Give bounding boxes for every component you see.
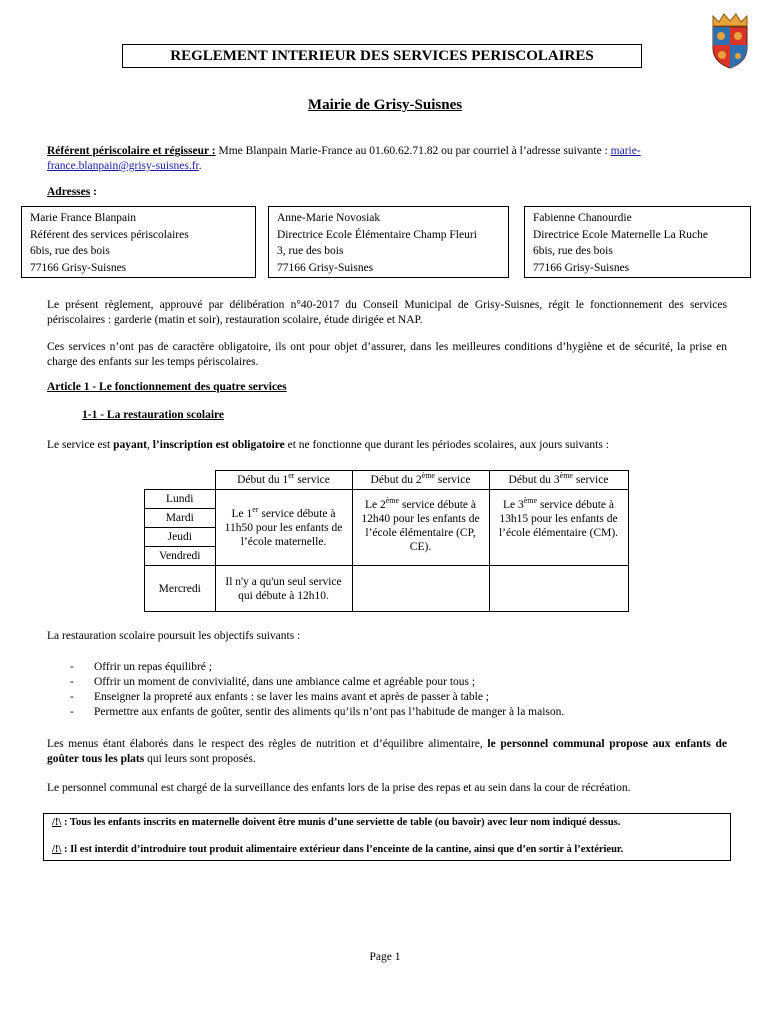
warning-icon: /!\ <box>52 817 62 828</box>
address-line: Directrice Ecole Élémentaire Champ Fleuri <box>277 228 477 241</box>
day-cell: Mercredi <box>145 566 216 612</box>
text-run: qui leurs sont proposés. <box>144 753 256 765</box>
email-link[interactable]: marie- <box>610 145 641 157</box>
text-bold: l’inscription est obligatoire <box>152 439 285 451</box>
address-line: Marie France Blanpain <box>30 212 137 224</box>
schedule-cell: Le 1er service débute à 11h50 pour les enfants de l’école maternelle. <box>215 490 352 566</box>
schedule-cell: Il n'y a qu'un seul service qui débute à 12h10. <box>215 566 352 612</box>
warning-food: /!\ : Il est interdit d’introduire tout produit alimentaire extérieur dans l’enceinte de la cantine, ainsi que d’en sortir à l’extérieur. <box>52 844 624 855</box>
list-item: - Offrir un repas équilibré ; <box>70 661 212 673</box>
day-cell: Mardi <box>145 509 216 528</box>
table-corner <box>145 471 216 490</box>
email-link-continued[interactable]: france.blanpain@grisy-suisnes.fr <box>47 160 199 172</box>
service-intro <box>47 438 727 453</box>
list-item: - Enseigner la propreté aux enfants : se laver les mains avant et après de passer à table ; <box>70 691 489 703</box>
table-header: Début du 3ème service <box>489 471 628 490</box>
article-1-heading: Article 1 - Le fonctionnement des quatre services <box>47 381 287 393</box>
text-run: Les menus étant élaborés dans le respect des règles de nutrition et d’équilibre alimentaire, <box>47 738 488 750</box>
schedule-cell: Le 3ème service débute à 13h15 pour les enfants de l’école élémentaire (CM). <box>489 490 628 566</box>
schedule-cell-empty <box>352 566 489 612</box>
address-box-chanourdie <box>524 206 751 278</box>
address-box-novosiak <box>268 206 509 278</box>
personnel-paragraph: Le personnel communal est chargé de la surveillance des enfants lors de la prise des repas et au sein dans la cour de récréation. <box>47 782 631 794</box>
addresses-label: Adresses <box>47 186 91 198</box>
schedule-cell: Le 2ème service débute à 12h40 pour les enfants de l’école élémentaire (CP, CE). <box>352 490 489 566</box>
referent-text: Mme Blanpain Marie-France au 01.60.62.71.82 ou par courriel à l’adresse suivante : <box>215 145 611 157</box>
address-line: 77166 Grisy-Suisnes <box>277 261 374 274</box>
address-line: 6bis, rue des bois <box>533 245 613 257</box>
text-run: Le service est <box>47 439 114 451</box>
address-line: Directrice Ecole Maternelle La Ruche <box>533 228 708 241</box>
list-item: - Permettre aux enfants de goûter, sentir des aliments qu’ils n’ont pas l’habitude de manger à la maison. <box>70 706 565 718</box>
objectives-intro: La restauration scolaire poursuit les objectifs suivants : <box>47 630 301 642</box>
table-header: Début du 1er service <box>215 471 352 490</box>
referent-paragraph <box>47 144 727 174</box>
address-line: 77166 Grisy-Suisnes <box>30 261 127 274</box>
referent-end: . <box>198 160 202 172</box>
day-cell: Vendredi <box>145 547 216 566</box>
day-cell: Lundi <box>145 490 216 509</box>
intro-paragraph-1: Le présent règlement, approuvé par délibération n°40-2017 du Conseil Municipal de Grisy-Suisnes, régit le fonctionnement des services périscolaires : garderie (matin et soir), restauration scolaire, étude dirigée et NAP. <box>47 299 727 326</box>
text-bold: le personnel communal propose aux enfants de goûter tous les plats <box>47 738 727 765</box>
document-title: REGLEMENT INTERIEUR DES SERVICES PERISCOLAIRES <box>122 44 642 68</box>
address-line: 77166 Grisy-Suisnes <box>533 261 630 274</box>
page-subtitle: Mairie de Grisy-Suisnes <box>307 97 463 113</box>
referent-label: Référent périscolaire et régisseur : <box>47 145 216 157</box>
text-bold: payant <box>113 439 147 451</box>
intro-paragraph-2: Ces services n’ont pas de caractère obligatoire, ils ont pour objet d’assurer, dans les meilleures conditions d’hygiène et de sécurité, la prise en charge des enfants sur les temps périscolaires. <box>47 341 727 368</box>
address-line: Fabienne Chanourdie <box>533 212 632 224</box>
town-crest-icon <box>707 12 753 70</box>
address-line: 3, rue des bois <box>277 245 344 257</box>
addresses-heading <box>47 186 97 198</box>
warning-serviette: /!\ : Tous les enfants inscrits en maternelle doivent être munis d’une serviette de table (ou bavoir) avec leur nom indiqué dessus. <box>52 817 621 828</box>
warnings-box <box>43 813 731 861</box>
address-line: Référent des services périscolaires <box>30 228 189 241</box>
addresses-colon: : <box>90 186 97 198</box>
page-number: Page 1 <box>369 951 401 963</box>
text-run: et ne fonctionne que durant les périodes scolaires, aux jours suivants : <box>284 439 609 451</box>
table-header: Début du 2ème service <box>352 471 489 490</box>
section-1-1-heading: 1-1 - La restauration scolaire <box>82 409 225 421</box>
menus-paragraph <box>47 737 727 767</box>
text-run: , <box>146 439 153 451</box>
day-cell: Jeudi <box>145 528 216 547</box>
schedule-cell-empty <box>489 566 628 612</box>
address-line: Anne-Marie Novosiak <box>277 212 381 224</box>
warning-icon: /!\ <box>52 844 62 855</box>
address-box-blanpain <box>21 206 256 278</box>
address-line: 6bis, rue des bois <box>30 245 110 257</box>
list-item: - Offrir un moment de convivialité, dans une ambiance calme et agréable pour tous ; <box>70 676 476 688</box>
objectives-list <box>70 660 564 720</box>
schedule-table <box>144 470 629 612</box>
